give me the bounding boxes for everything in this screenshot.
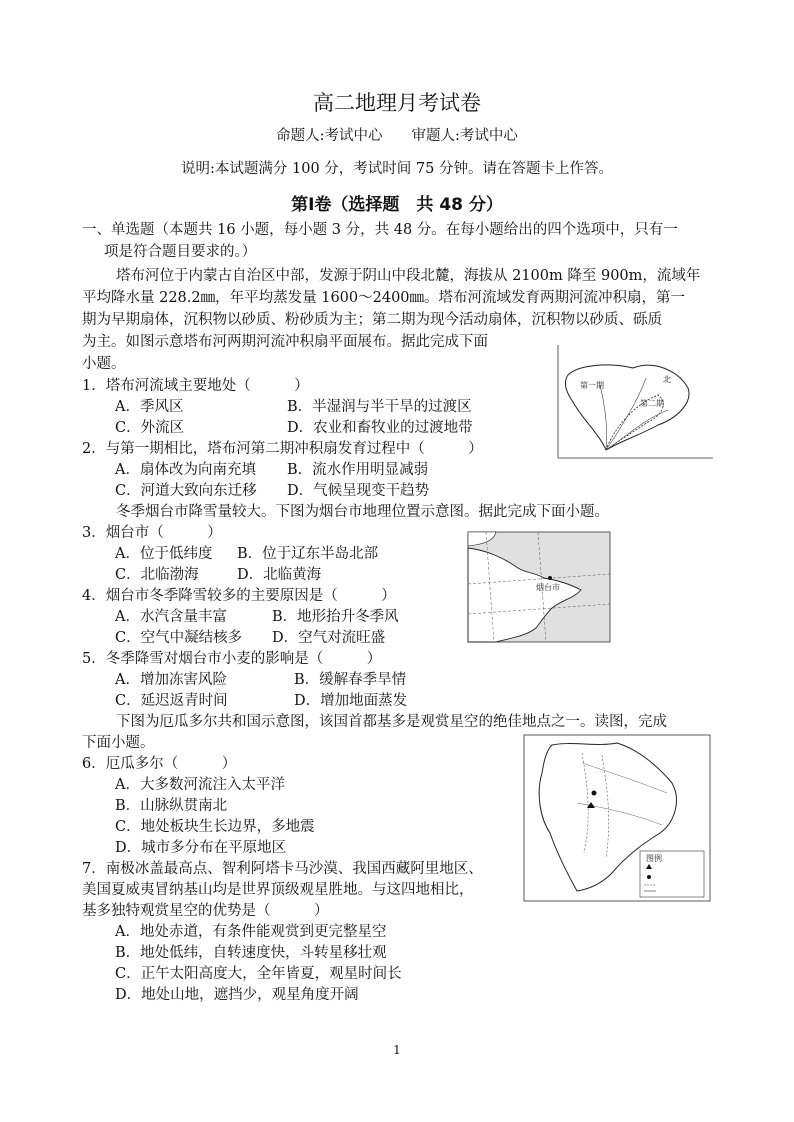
exam-note: 说明:本试题满分 100 分，考试时间 75 分钟。请在答题卡上作答。 xyxy=(181,161,613,177)
q7-option-d: D．地处山地，遮挡少，观星角度开阔 xyxy=(115,987,359,1003)
legend-title: 图例 xyxy=(646,854,662,863)
passage3-line2: 下面小题。 xyxy=(82,735,155,751)
part-heading-line1: 一、单选题（本题共 16 小题，每小题 3 分，共 48 分。在每小题给出的四个选项中，只有一 xyxy=(82,222,678,238)
q2-option-c: C．河道大致向东迁移 xyxy=(115,483,257,499)
yantai-location-map xyxy=(466,528,614,644)
q1-option-c: C．外流区 xyxy=(115,420,185,436)
q4-stem: 4．烟台市冬季降雪较多的主要原因是（ ） xyxy=(82,588,396,604)
section-title: 第Ⅰ卷（选择题 共 48 分） xyxy=(291,195,503,215)
q4-option-a: A．水汽含量丰富 xyxy=(115,609,227,625)
part-heading-line2: 项是符合题目要求的。） xyxy=(104,244,257,260)
q3-option-b: B．位于辽东半岛北部 xyxy=(237,546,379,562)
q7-stem-line2: 美国夏威夷冒纳基山均是世界顶级观星胜地。与这四地相比， xyxy=(82,882,474,898)
q3-option-d: D．北临黄海 xyxy=(237,567,322,583)
alluvial-fan-map xyxy=(528,340,718,465)
q3-option-a: A．位于低纬度 xyxy=(115,546,213,562)
q5-stem: 5．冬季降雪对烟台市小麦的影响是（ ） xyxy=(82,651,382,667)
ecuador-map xyxy=(522,733,712,903)
q1-option-a: A．季风区 xyxy=(115,399,184,415)
q1-option-b: B．半湿润与半干旱的过渡区 xyxy=(287,399,472,415)
q6-option-a: A．大多数河流注入太平洋 xyxy=(115,777,285,793)
passage3-line1: 下图为厄瓜多尔共和国示意图，该国首都基多是观赏星空的绝佳地点之一。读图，完成 xyxy=(116,714,667,730)
q5-option-c: C．延迟返青时间 xyxy=(115,693,228,709)
map-label-stage2: 第二期 xyxy=(640,399,664,408)
q1-stem: 1．塔布河流域主要地处（ ） xyxy=(82,378,309,394)
map-label-stage1: 第一期 xyxy=(580,381,604,390)
quito-marker xyxy=(592,791,597,796)
map-label-yantai: 烟台市 xyxy=(536,583,560,592)
q3-option-c: C．北临渤海 xyxy=(115,567,199,583)
q4-option-c: C．空气中凝结核多 xyxy=(115,630,243,646)
q5-option-d: D．增加地面蒸发 xyxy=(294,693,408,709)
exam-authors: 命题人:考试中心 审题人:考试中心 xyxy=(276,128,518,144)
passage1-line4: 为主。如图示意塔布河两期河流冲积扇平面展布。据此完成下面 xyxy=(82,334,488,350)
q4-option-d: D．空气对流旺盛 xyxy=(272,630,386,646)
q2-stem: 2．与第一期相比，塔布河第二期冲积扇发育过程中（ ） xyxy=(82,441,483,457)
q7-option-c: C．正午太阳高度大，全年皆夏，观星时间长 xyxy=(115,966,402,982)
q6-option-c: C．地处板块生长边界，多地震 xyxy=(115,819,315,835)
q7-stem-line3: 基多独特观赏星空的优势是（ ） xyxy=(82,903,329,919)
passage2: 冬季烟台市降雪量较大。下图为烟台市地理位置示意图。据此完成下面小题。 xyxy=(116,504,609,520)
passage1-line1: 塔布河位于内蒙古自治区中部，发源于阴山中段北麓，海拔从 2100m 降至 900m，流域年 xyxy=(116,268,701,284)
q5-option-a: A．增加冻害风险 xyxy=(115,672,227,688)
q7-stem-line1: 7．南极冰盖最高点、智利阿塔卡马沙漠、我国西藏阿里地区、 xyxy=(82,861,483,877)
q2-option-a: A．扇体改为向南充填 xyxy=(115,462,256,478)
passage1-line3: 期为早期扇体，沉积物以砂质、粉砂质为主；第二期为现今活动扇体，沉积物以砂质、砾质 xyxy=(82,312,662,328)
q2-option-b: B．流水作用明显减弱 xyxy=(287,462,429,478)
q1-option-d: D．农业和畜牧业的过渡地带 xyxy=(287,420,473,436)
q4-option-b: B．地形抬升冬季风 xyxy=(272,609,399,625)
river-channels xyxy=(600,378,668,450)
q7-option-a: A．地处赤道，有条件能观赏到更完整星空 xyxy=(115,924,387,940)
q7-option-b: B．地处低纬，自转速度快，斗转星移壮观 xyxy=(115,945,387,961)
q6-option-b: B．山脉纵贯南北 xyxy=(115,798,228,814)
q3-stem: 3．烟台市（ ） xyxy=(82,525,222,541)
passage1-line5: 小题。 xyxy=(82,356,126,372)
yantai-city-marker xyxy=(548,576,552,580)
page-number: 1 xyxy=(393,1043,401,1057)
q6-stem: 6．厄瓜多尔（ ） xyxy=(82,756,237,772)
page-title: 高二地理月考试卷 xyxy=(313,91,481,115)
q5-option-b: B．缓解春季旱情 xyxy=(294,672,407,688)
q2-option-d: D．气候呈现变干趋势 xyxy=(287,483,430,499)
q6-option-d: D．城市多分布在平原地区 xyxy=(115,840,287,856)
passage1-line2: 平均降水量 228.2㎜，年平均蒸发量 1600～2400㎜。塔布河流域发育两期河流冲积扇，第一 xyxy=(82,290,686,306)
map-label-north: 北 xyxy=(663,375,671,384)
